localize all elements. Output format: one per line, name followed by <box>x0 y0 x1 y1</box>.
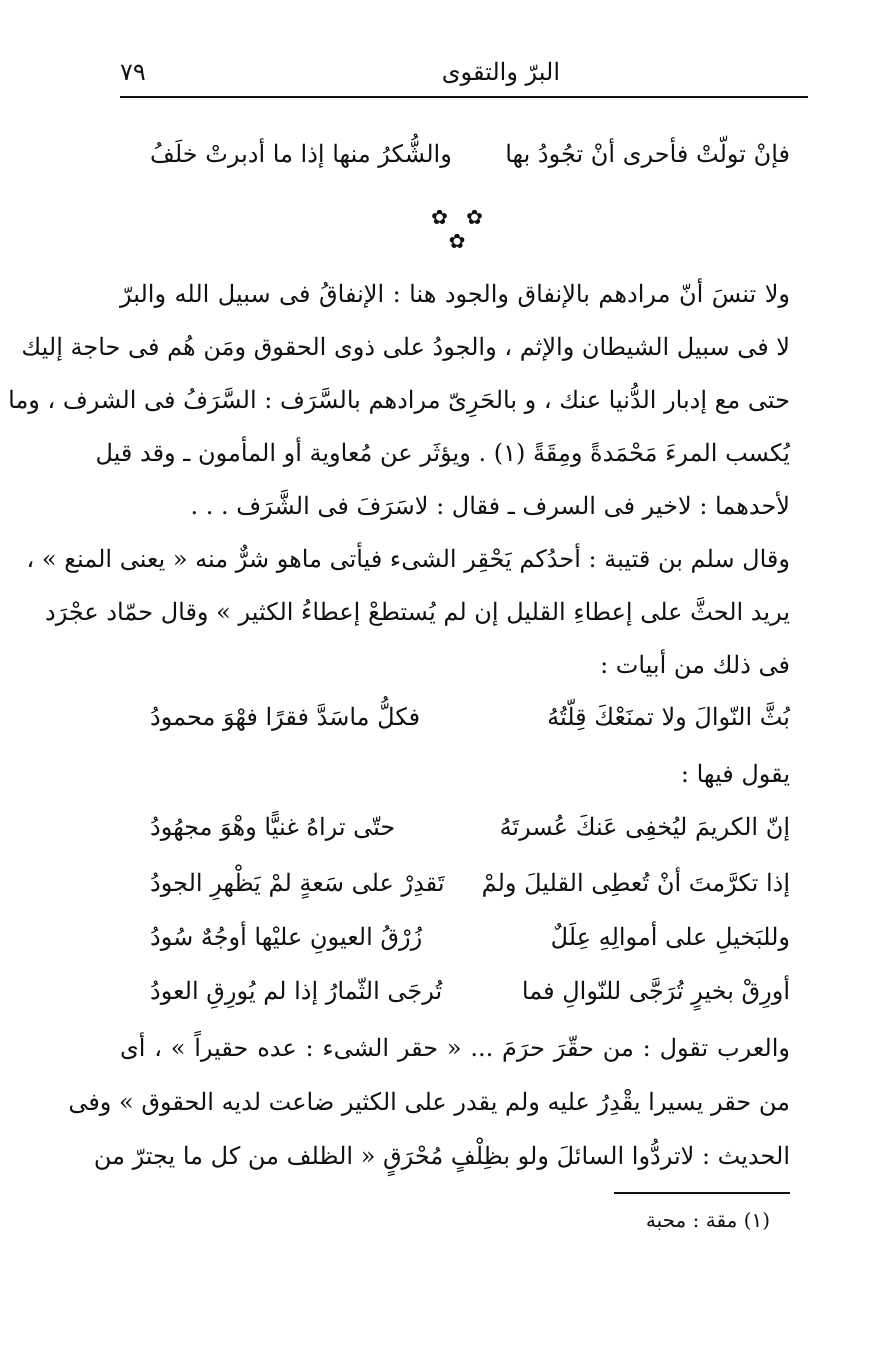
verse-two <box>150 690 790 744</box>
body-line: فى ذلك من أبيات : <box>600 651 790 679</box>
page-header <box>120 48 808 96</box>
verse-second-hemistich: حتّى تراهُ غنيًّا وهْوَ مجهُودُ <box>150 813 396 841</box>
body-line: يريد الحثَّ على إعطاءِ القليل إن لم يُستطعْ إعطاءُ الكثير » وقال حمّاد عجْرَد <box>45 598 790 626</box>
verse-second-hemistich: تَقدِرْ على سَعةٍ لمْ يَظْهرِ الجودُ <box>150 869 445 897</box>
page-number: ٧٩ <box>120 58 146 86</box>
verse-first-hemistich: إذا تكرَّمتَ أنْ تُعطِى القليلَ ولمْ <box>481 869 790 897</box>
body-line: حتى مع إدبار الدُّنيا عنك ، و بالحَرِىّ مرادهم بالسَّرَف : السَّرَفُ فى الشرف ، وما <box>8 386 790 414</box>
says-in-it-line: يقول فيها : <box>680 760 790 788</box>
body-line: لأحدهما : لاخير فى السرف ـ فقال : لاسَرَفَ فى الشَّرَف . . . <box>190 492 790 520</box>
verse-first-hemistich: إنّ الكريمَ ليُخفِى عَنكَ عُسرتَهُ <box>499 813 790 841</box>
body-line: من حقر يسيرا يقْدِرُ عليه ولم يقدر على الكثير ضاعت لديه الحقوق » وفى <box>68 1088 790 1116</box>
verse-second-hemistich: زُرْقُ العيونِ عليْها أوجُهٌ سُودُ <box>150 923 423 951</box>
poem-verse <box>150 964 790 1018</box>
section-separator: ✿ ✿ ✿ <box>431 205 489 253</box>
body-line: لا فى سبيل الشيطان والإثم ، والجودُ على ذوى الحقوق ومَن هُم فى حاجة إليك <box>21 333 790 361</box>
body-line: والعرب تقول : من حقّرَ حرَمَ ... « حقر الشىء : عده حقيراً » ، أى <box>120 1034 790 1062</box>
poem-verse <box>150 910 790 964</box>
verse-first-hemistich: أورِقْ بخيرٍ تُرَجَّى للنّوالِ فما <box>521 977 790 1005</box>
header-rule <box>120 96 808 98</box>
body-line: ولا تنسَ أنّ مرادهم بالإنفاق والجود هنا : الإنفاقُ فى سبيل الله والبرّ <box>120 280 790 308</box>
verse-first-hemistich: بُثَّ النّوالَ ولا تمنَعْكَ قِلّتُهُ <box>547 703 790 731</box>
body-line: وقال سلم بن قتيبة : أحدُكم يَحْقِر الشىء فيأتى ماهو شرٌّ منه « يعنى المنع » ، <box>26 545 790 573</box>
poem-verse <box>150 800 790 854</box>
footnote-rule <box>614 1192 790 1194</box>
verse-first-hemistich: وللبَخيلِ على أموالِهِ عِلَلٌ <box>550 923 790 951</box>
footnote: (١) مقة : محبة <box>645 1208 770 1232</box>
opening-verse <box>150 127 790 181</box>
verse-second-hemistich: فكلُّ ماسَدَّ فقرًا فهْوَ محمودُ <box>150 703 421 731</box>
verse-second-hemistich: والشُّكرُ منها إذا ما أدبرتْ خلَفُ <box>150 140 452 168</box>
poem-verse <box>150 856 790 910</box>
verse-first-hemistich: فإنْ تولّتْ فأحرى أنْ تجُودُ بها <box>505 140 790 168</box>
verse-second-hemistich: تُرجَى الثّمارُ إذا لم يُورِقِ العودُ <box>150 977 443 1005</box>
body-line: يُكسب المرءَ مَحْمَدةً ومِقَةً (١) . ويؤثَر عن مُعاوية أو المأمون ـ وقد قيل <box>95 439 790 467</box>
body-line: الحديث : لاتردُّوا السائلَ ولو بظِلْفٍ مُحْرَقٍ « الظلف من كل ما يجترّ من <box>93 1142 790 1170</box>
running-title: البرّ والتقوى <box>441 58 560 86</box>
